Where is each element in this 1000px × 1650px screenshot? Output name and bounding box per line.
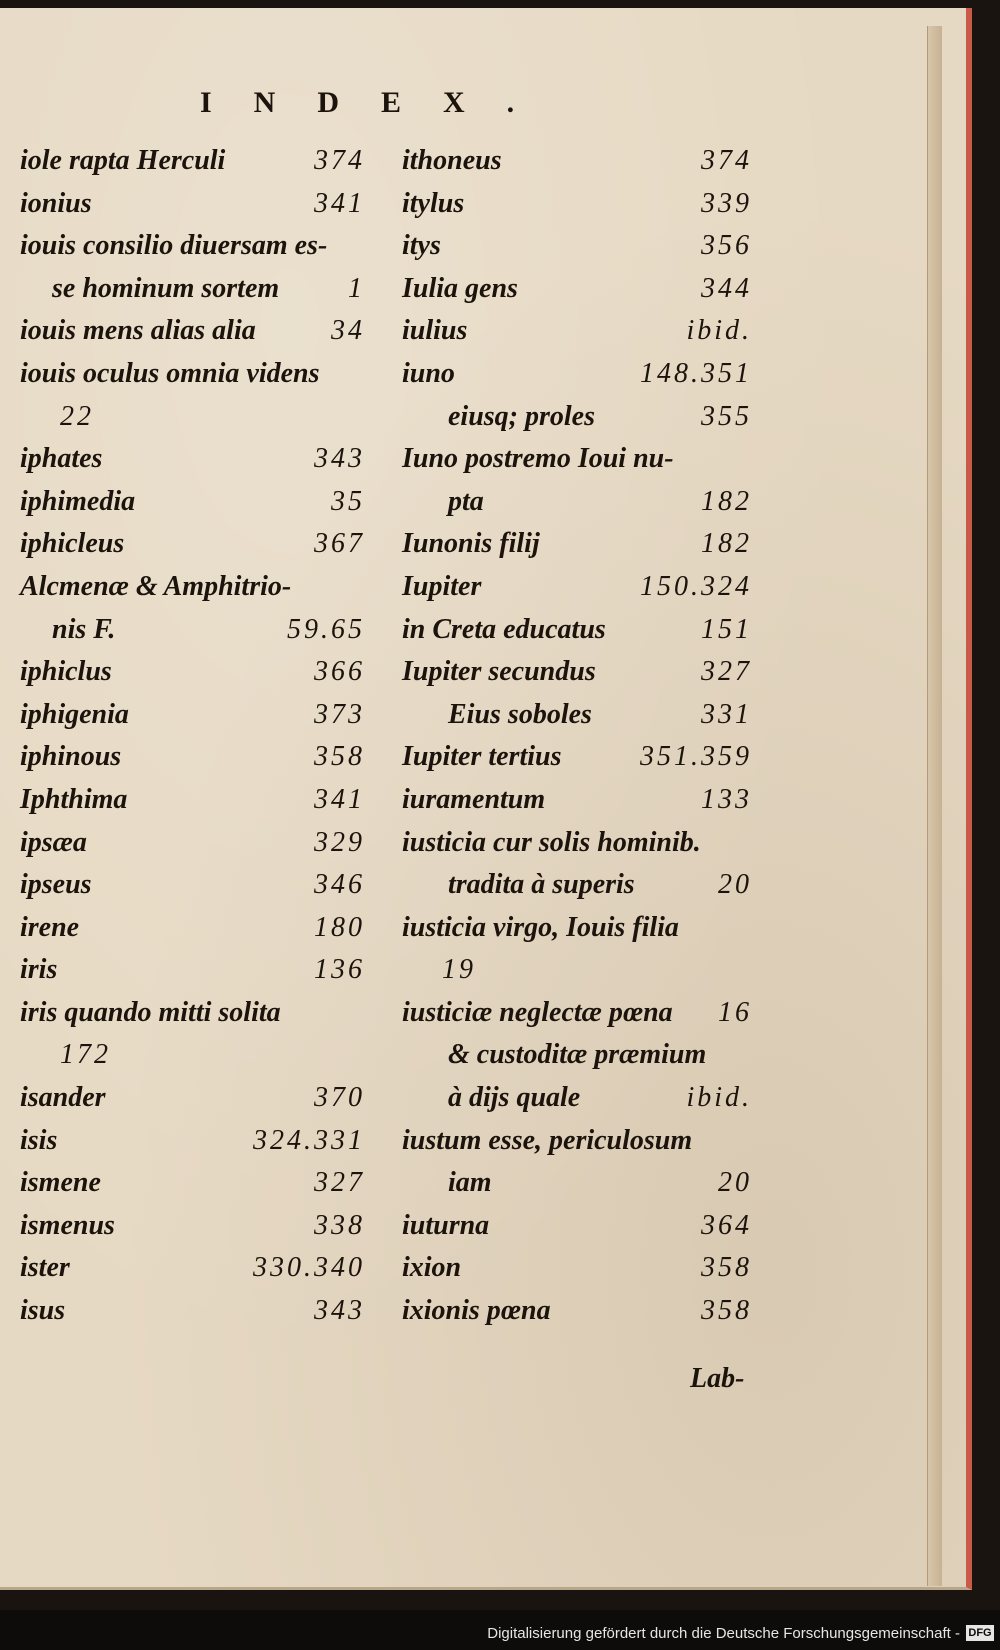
dfg-logo-badge: DFG	[966, 1625, 994, 1641]
index-entry-page: 356	[701, 230, 752, 262]
index-entry	[20, 949, 365, 992]
index-entry-term: Iphthima	[20, 783, 128, 815]
index-entry-term: Iupiter secundus	[402, 656, 596, 688]
index-entry-page: 133	[701, 783, 752, 815]
index-entry-page: 148.351	[640, 357, 752, 389]
index-entry	[402, 779, 752, 822]
index-entry-term: ipseus	[20, 869, 92, 901]
index-entry	[20, 268, 365, 311]
index-entry-term: Iupiter tertius	[402, 741, 562, 773]
index-entry-term: iphimedia	[20, 485, 136, 517]
index-entry-term: ipsæa	[20, 826, 87, 858]
index-entry	[402, 396, 752, 439]
index-entry	[20, 1120, 365, 1163]
index-entry	[402, 310, 752, 353]
index-entry-term: itys	[402, 230, 441, 262]
index-entry-term: pta	[448, 485, 484, 517]
index-entry	[20, 1162, 365, 1205]
index-entry-term: iphigenia	[20, 698, 129, 730]
index-entry-page: 374	[314, 145, 365, 176]
index-entry	[20, 438, 365, 481]
index-entry	[20, 523, 365, 566]
index-entry	[402, 992, 752, 1035]
index-entry	[402, 1034, 752, 1077]
index-entry	[20, 310, 365, 353]
index-entry	[402, 1247, 752, 1290]
index-entry-term: Alcmenæ & Amphitrio-	[20, 570, 292, 602]
index-entry-term: 172	[60, 1039, 111, 1071]
index-entry	[402, 1120, 752, 1163]
index-entry-page: 324.331	[253, 1124, 365, 1156]
index-entry-term: iphiclus	[20, 656, 112, 688]
index-entry-term: & custoditæ præmium	[448, 1039, 707, 1071]
index-entry-term: iuramentum	[402, 783, 546, 815]
index-entry	[402, 225, 752, 268]
index-entry	[20, 864, 365, 907]
index-entry-page: 16	[718, 996, 752, 1028]
index-entry-term: iphates	[20, 443, 103, 475]
index-column-left	[20, 140, 365, 1333]
index-entry	[20, 140, 365, 183]
index-entry-page: 358	[701, 1252, 752, 1284]
index-entry	[402, 353, 752, 396]
index-entry-page: 374	[701, 145, 752, 176]
index-entry-term: iuno	[402, 357, 455, 389]
index-entry	[20, 225, 365, 268]
index-entry	[402, 1290, 752, 1333]
index-entry-term: 22	[60, 400, 94, 432]
index-entry-term: iusticia cur solis hominib.	[402, 826, 701, 858]
index-entry-page: 343	[314, 1295, 365, 1327]
index-entry	[402, 183, 752, 226]
index-entry-term: ixionis pœna	[402, 1295, 551, 1327]
index-entry	[402, 481, 752, 524]
index-entry-term: ismenus	[20, 1209, 115, 1241]
index-entry-term: iouis mens alias alia	[20, 315, 256, 347]
index-entry-page: 330.340	[253, 1252, 365, 1284]
index-entry-term: 19	[442, 954, 476, 986]
index-entry-page: 343	[314, 443, 365, 475]
index-entry-page: 358	[701, 1295, 752, 1327]
index-entry-term: Iunonis filij	[402, 528, 540, 560]
index-entry-page: 344	[701, 272, 752, 304]
index-entry-term: ionius	[20, 187, 92, 219]
index-entry-page: 20	[718, 869, 752, 901]
index-entry	[20, 694, 365, 737]
index-entry	[402, 822, 752, 865]
index-entry-term: ithoneus	[402, 145, 502, 176]
index-entry	[20, 481, 365, 524]
index-entry	[402, 1162, 752, 1205]
catchword: Lab-	[690, 1363, 745, 1394]
index-entry-term: Eius soboles	[448, 698, 592, 730]
index-entry-page: 35	[331, 485, 365, 517]
index-entry-page: 370	[314, 1082, 365, 1114]
index-entry-page: 327	[314, 1167, 365, 1199]
index-entry	[402, 140, 752, 183]
index-entry-term: itylus	[402, 187, 465, 219]
funding-credit: Digitalisierung gefördert durch die Deutsche Forschungsgemeinschaft -	[487, 1625, 960, 1642]
index-entry-page: 136	[314, 954, 365, 986]
index-entry-term: iuturna	[402, 1209, 490, 1241]
index-entry-page: 331	[701, 698, 752, 730]
index-entry-term: iole rapta Herculi	[20, 145, 226, 176]
index-entry	[402, 268, 752, 311]
index-entry-term: ismene	[20, 1167, 101, 1199]
index-entry	[20, 779, 365, 822]
index-entry-page: 182	[701, 485, 752, 517]
index-entry-term: se hominum sortem	[52, 272, 280, 304]
index-entry-page: 341	[314, 783, 365, 815]
index-entry	[402, 1205, 752, 1248]
index-entry-term: iam	[448, 1167, 492, 1199]
index-entry-page: 338	[314, 1209, 365, 1241]
index-entry-term: iulius	[402, 315, 468, 347]
index-entry-term: ister	[20, 1252, 70, 1284]
page-header: INDEX.	[200, 86, 557, 119]
index-entry-term: iphinous	[20, 741, 122, 773]
index-entry-term: ixion	[402, 1252, 462, 1284]
index-entry-term: iustum esse, periculosum	[402, 1124, 693, 1156]
index-entry-page: 366	[314, 656, 365, 688]
index-entry-page: 364	[701, 1209, 752, 1241]
index-entry-page: 346	[314, 869, 365, 901]
index-entry-page: 1	[348, 272, 365, 304]
index-entry	[20, 1247, 365, 1290]
index-entry	[20, 651, 365, 694]
index-entry-term: iouis oculus omnia videns	[20, 357, 320, 389]
index-entry-page: 327	[701, 656, 752, 688]
index-entry-page: 151	[701, 613, 752, 645]
index-entry-page: 59.65	[287, 613, 365, 645]
index-entry-page: ibid.	[686, 1082, 752, 1114]
book-page	[0, 8, 972, 1590]
index-entry	[402, 864, 752, 907]
index-entry	[402, 523, 752, 566]
index-entry-page: 351.359	[640, 741, 752, 773]
index-entry-term: eiusq; proles	[448, 400, 595, 432]
index-entry	[402, 907, 752, 950]
index-entry-page: 358	[314, 741, 365, 773]
index-entry	[20, 822, 365, 865]
index-entry-term: Iulia gens	[402, 272, 518, 304]
index-entry-term: isus	[20, 1295, 66, 1327]
index-entry	[20, 183, 365, 226]
index-entry	[402, 1077, 752, 1120]
index-entry	[20, 992, 365, 1035]
index-entry-page: 150.324	[640, 570, 752, 602]
index-entry	[20, 609, 365, 652]
index-entry-term: isis	[20, 1124, 58, 1156]
index-entry-term: iusticia virgo, Iouis filia	[402, 911, 679, 943]
index-entry-page: 180	[314, 911, 365, 943]
index-entry-term: iris	[20, 954, 58, 986]
index-entry	[402, 438, 752, 481]
index-entry-page: 339	[701, 187, 752, 219]
index-entry-page: 34	[331, 315, 365, 347]
index-entry-term: irene	[20, 911, 80, 943]
index-entry-page: ibid.	[686, 315, 752, 347]
index-entry	[402, 694, 752, 737]
index-entry	[20, 1034, 365, 1077]
index-entry	[20, 907, 365, 950]
index-entry-term: nis F.	[52, 613, 116, 645]
index-entry	[20, 1290, 365, 1333]
index-entry-term: iris quando mitti solita	[20, 996, 281, 1028]
index-entry	[20, 353, 365, 396]
index-entry-page: 329	[314, 826, 365, 858]
index-entry	[20, 566, 365, 609]
index-entry-page: 367	[314, 528, 365, 560]
index-entry-page: 182	[701, 528, 752, 560]
page-edge	[927, 26, 942, 1586]
index-entry-term: in Creta educatus	[402, 613, 606, 645]
index-entry	[20, 396, 365, 439]
index-entry	[402, 736, 752, 779]
index-entry-term: isander	[20, 1082, 106, 1114]
index-entry-page: 355	[701, 400, 752, 432]
index-entry-term: à dijs quale	[448, 1082, 581, 1114]
index-entry-term: tradita à superis	[448, 869, 635, 901]
index-column-right	[402, 140, 752, 1333]
index-entry	[402, 949, 752, 992]
index-entry	[20, 1205, 365, 1248]
index-entry-page: 373	[314, 698, 365, 730]
index-entry-term: Iuno postremo Ioui nu-	[402, 443, 674, 475]
footer-bar	[0, 1610, 1000, 1650]
index-entry-term: Iupiter	[402, 570, 482, 602]
index-entry	[402, 566, 752, 609]
index-entry-term: iphicleus	[20, 528, 125, 560]
index-entry	[402, 651, 752, 694]
index-entry-page: 20	[718, 1167, 752, 1199]
index-entry	[20, 736, 365, 779]
index-entry-page: 341	[314, 187, 365, 219]
index-entry-term: iouis consilio diuersam es-	[20, 230, 328, 262]
index-entry-term: iusticiæ neglectæ pœna	[402, 996, 673, 1028]
index-entry	[402, 609, 752, 652]
index-entry	[20, 1077, 365, 1120]
